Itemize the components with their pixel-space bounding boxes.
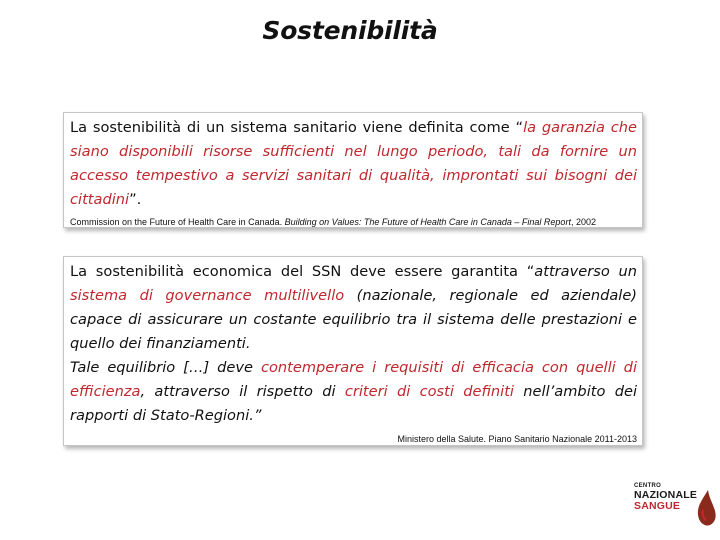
economic-highlight-efficacia: contemperare i requisiti di efficacia con quelli di efficienza [70, 359, 638, 400]
definition-quote-box [63, 112, 643, 228]
citation-author: Commission on the Future of Health Care in Canada. [70, 217, 285, 227]
economic-sustainability-box [63, 256, 643, 446]
economic-quote-text [70, 260, 637, 428]
economic-capace: (nazionale, regionale ed aziendale) capace di assicurare un costante equilibrio tra il sistema delle prestazioni e quello dei finanziamenti. [70, 287, 637, 352]
logo-line-centro: CENTRO [634, 483, 662, 489]
logo-wordmark [634, 482, 698, 512]
blood-drop-icon [694, 488, 718, 528]
economic-attraverso: attraverso un [534, 263, 637, 280]
economic-source-citation: Ministero della Salute. Piano Sanitario Nazionale 2011-2013 [397, 434, 637, 444]
citation-year: , 2002 [570, 217, 596, 227]
quote-close: ”. [129, 191, 142, 208]
centro-nazionale-sangue-logo [634, 482, 718, 538]
page-title: Sostenibilità [262, 16, 438, 45]
economic-intro: La sostenibilità economica del SSN deve essere garantita “ [70, 263, 535, 280]
economic-ambito: nell’ambito dei rapporti di Stato-Regioni.” [70, 383, 637, 424]
citation-title: Building on Values: The Future of Health Care in Canada – Final Report [284, 217, 571, 227]
quote-highlight: la garanzia che siano disponibili risorse sufficienti nel lungo periodo, tali da fornire un accesso tempestivo a servizi sanitari di qualità, improntati sui bisogni dei cittadini [70, 119, 637, 208]
logo-line-nazionale: NAZIONALE [634, 489, 698, 501]
economic-equilibrio: Tale equilibrio […] deve [70, 359, 261, 376]
economic-highlight-criteri: criteri di costi definiti [344, 383, 514, 400]
definition-source-citation [70, 217, 637, 227]
economic-highlight-governance: sistema di governance multilivello [70, 287, 345, 304]
definition-quote-text [70, 116, 637, 212]
quote-intro: La sostenibilità di un sistema sanitario viene definita come “ [70, 119, 524, 136]
logo-line-sangue: SANGUE [634, 500, 681, 512]
economic-rispetto: , attraverso il rispetto di [140, 383, 345, 400]
